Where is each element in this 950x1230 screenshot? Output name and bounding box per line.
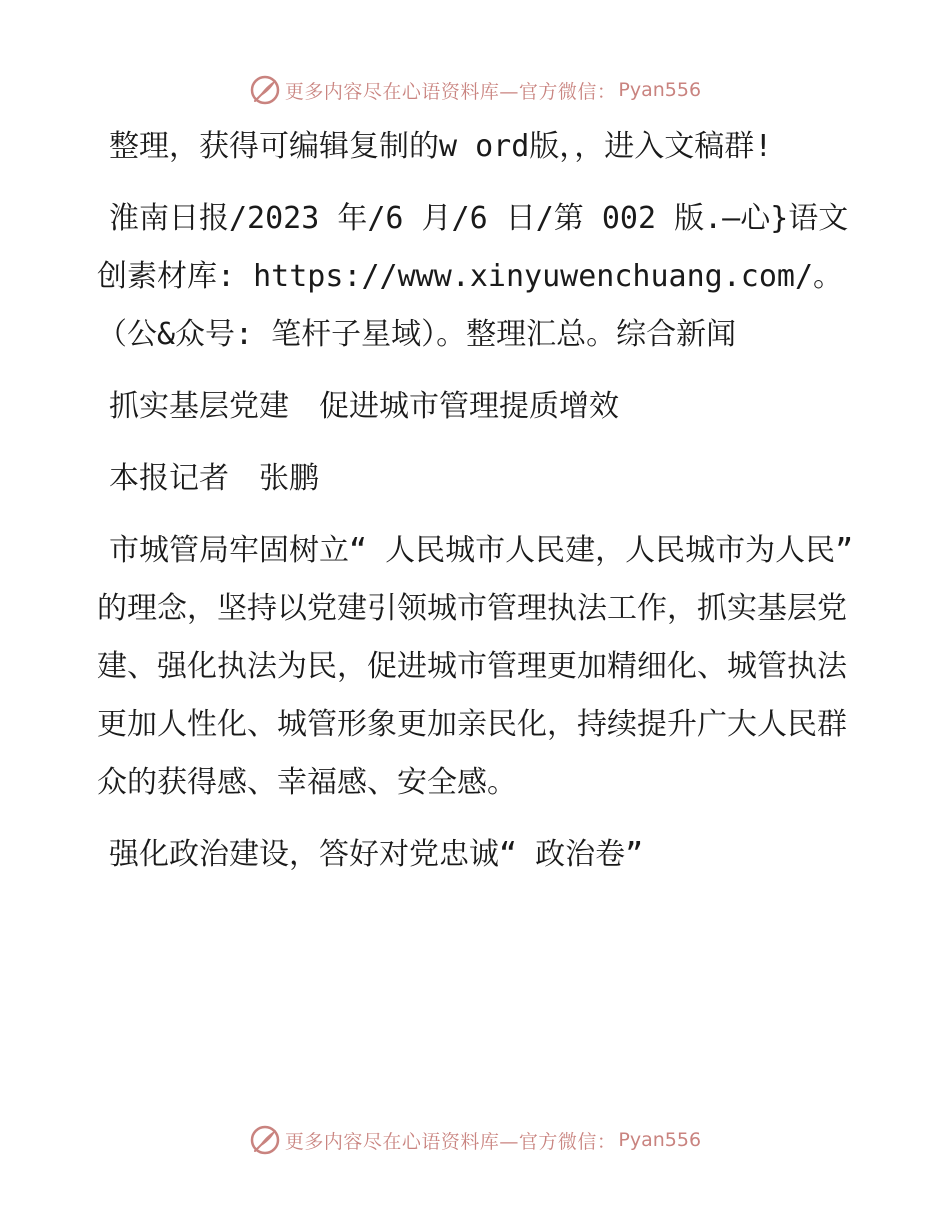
footer-watermark-banner: [0, 1120, 950, 1160]
document-body: [97, 118, 857, 898]
footer-banner-wechat-id: Pyan556: [618, 1129, 702, 1151]
paragraph-source-line: 淮南日报/2023 年/6 月/6 日/第 002 版.—心}语文创素材库: https://www.xinyuwenchuang.com/。（公&众号: 笔杆子星域）。整理汇总。综合新闻: [97, 201, 849, 352]
paragraph-body: 市城管局牢固树立“ 人民城市人民建，人民城市为人民” 的理念，坚持以党建引领城市管理执法工作，抓实基层党建、强化执法为民，促进城市管理更加精细化、城管执法更加人性化、城管形象更加亲民化，持续提升广大人民群众的获得感、幸福感、安全感。: [97, 533, 854, 800]
header-watermark-banner: [0, 70, 950, 110]
feather-quill-logo-icon: [249, 74, 281, 106]
header-banner-text: 更多内容尽在心语资料库—官方微信：: [284, 80, 617, 103]
article-headline: 抓实基层党建 促进城市管理提质增效: [109, 389, 619, 424]
header-banner-wechat-id: Pyan556: [618, 79, 702, 101]
paragraph-intro: 整理，获得可编辑复制的w ord版，，进入文稿群!: [109, 129, 773, 164]
feather-quill-logo-icon: [249, 1124, 281, 1156]
footer-banner-text: 更多内容尽在心语资料库—官方微信：: [284, 1130, 617, 1153]
section-heading: 强化政治建设，答好对党忠诚“ 政治卷”: [109, 837, 644, 872]
article-byline: 本报记者 张鹏: [109, 461, 319, 496]
